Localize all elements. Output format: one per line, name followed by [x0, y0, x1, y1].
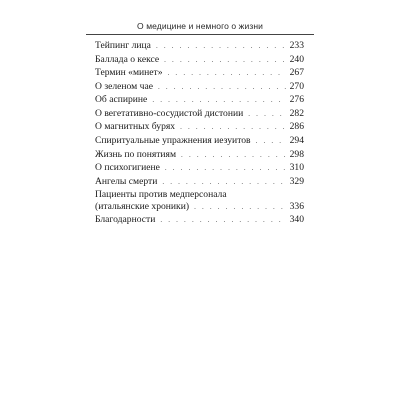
toc-entry [95, 67, 304, 78]
toc-entry [95, 54, 304, 65]
toc-entry-title: О психогигиене [95, 162, 160, 174]
toc-entry [95, 176, 304, 187]
toc-entry-title: Жизнь по понятиям [95, 148, 177, 160]
toc-entry-page: 310 [289, 162, 304, 174]
toc-entry [95, 40, 304, 51]
toc-entry-title: Ангелы смерти [95, 175, 158, 187]
toc-entry-title: О зеленом чае [95, 80, 153, 92]
toc-entry-page: 276 [289, 94, 304, 106]
toc-entry [95, 121, 304, 132]
toc-entry-title: Благодарности [95, 214, 156, 226]
table-of-contents [95, 40, 304, 228]
toc-entry-title: Спиритуальные упражнения иезуитов [95, 135, 251, 147]
toc-entry-title: Об аспирине [95, 94, 148, 106]
dot-leader [160, 215, 285, 226]
dot-leader [181, 150, 286, 161]
toc-entry-page: 298 [289, 148, 304, 160]
toc-entry [95, 135, 304, 146]
toc-entry-page: 267 [289, 67, 304, 79]
toc-entry-title: Тейпинг лица [95, 40, 151, 51]
toc-entry-title: Пациенты против медперсонала [95, 189, 227, 201]
toc-entry [95, 149, 304, 160]
dot-leader [168, 68, 286, 79]
toc-entry-page: 282 [289, 107, 304, 119]
toc-entry-title: Баллада о кексе [95, 53, 160, 65]
toc-entry [95, 214, 304, 225]
toc-entry-title: Термин «минет» [95, 67, 163, 79]
dot-leader [152, 95, 285, 106]
toc-entry [95, 94, 304, 105]
header-rule [86, 34, 314, 35]
toc-entry-page: 233 [289, 40, 304, 51]
toc-entry-page: 286 [289, 121, 304, 133]
toc-entry-page: 336 [289, 200, 304, 212]
dot-leader [194, 202, 286, 213]
dot-leader [162, 177, 285, 188]
toc-entry-page: 240 [289, 53, 304, 65]
dot-leader [256, 136, 286, 147]
toc-entry [95, 108, 304, 119]
toc-entry-title: О вегетативно-сосудистой дистонии [95, 107, 244, 119]
dot-leader [180, 122, 286, 133]
toc-entry-title: О магнитных бурях [95, 121, 176, 133]
dot-leader [165, 163, 286, 174]
toc-entry [95, 162, 304, 173]
toc-entry [95, 81, 304, 92]
dot-leader [248, 109, 285, 120]
dot-leader [156, 41, 286, 52]
running-head: О медицине и немного о жизни [137, 21, 263, 31]
toc-entry-page: 270 [289, 80, 304, 92]
toc-entry-title-line2: (итальянские хроники) [95, 200, 190, 212]
toc-entry-continuation [95, 201, 304, 212]
toc-entry-page: 329 [289, 175, 304, 187]
dot-leader [164, 55, 285, 66]
toc-entry [95, 189, 304, 211]
toc-entry-page: 340 [289, 214, 304, 226]
dot-leader [158, 82, 286, 93]
toc-entry-page: 294 [289, 135, 304, 147]
